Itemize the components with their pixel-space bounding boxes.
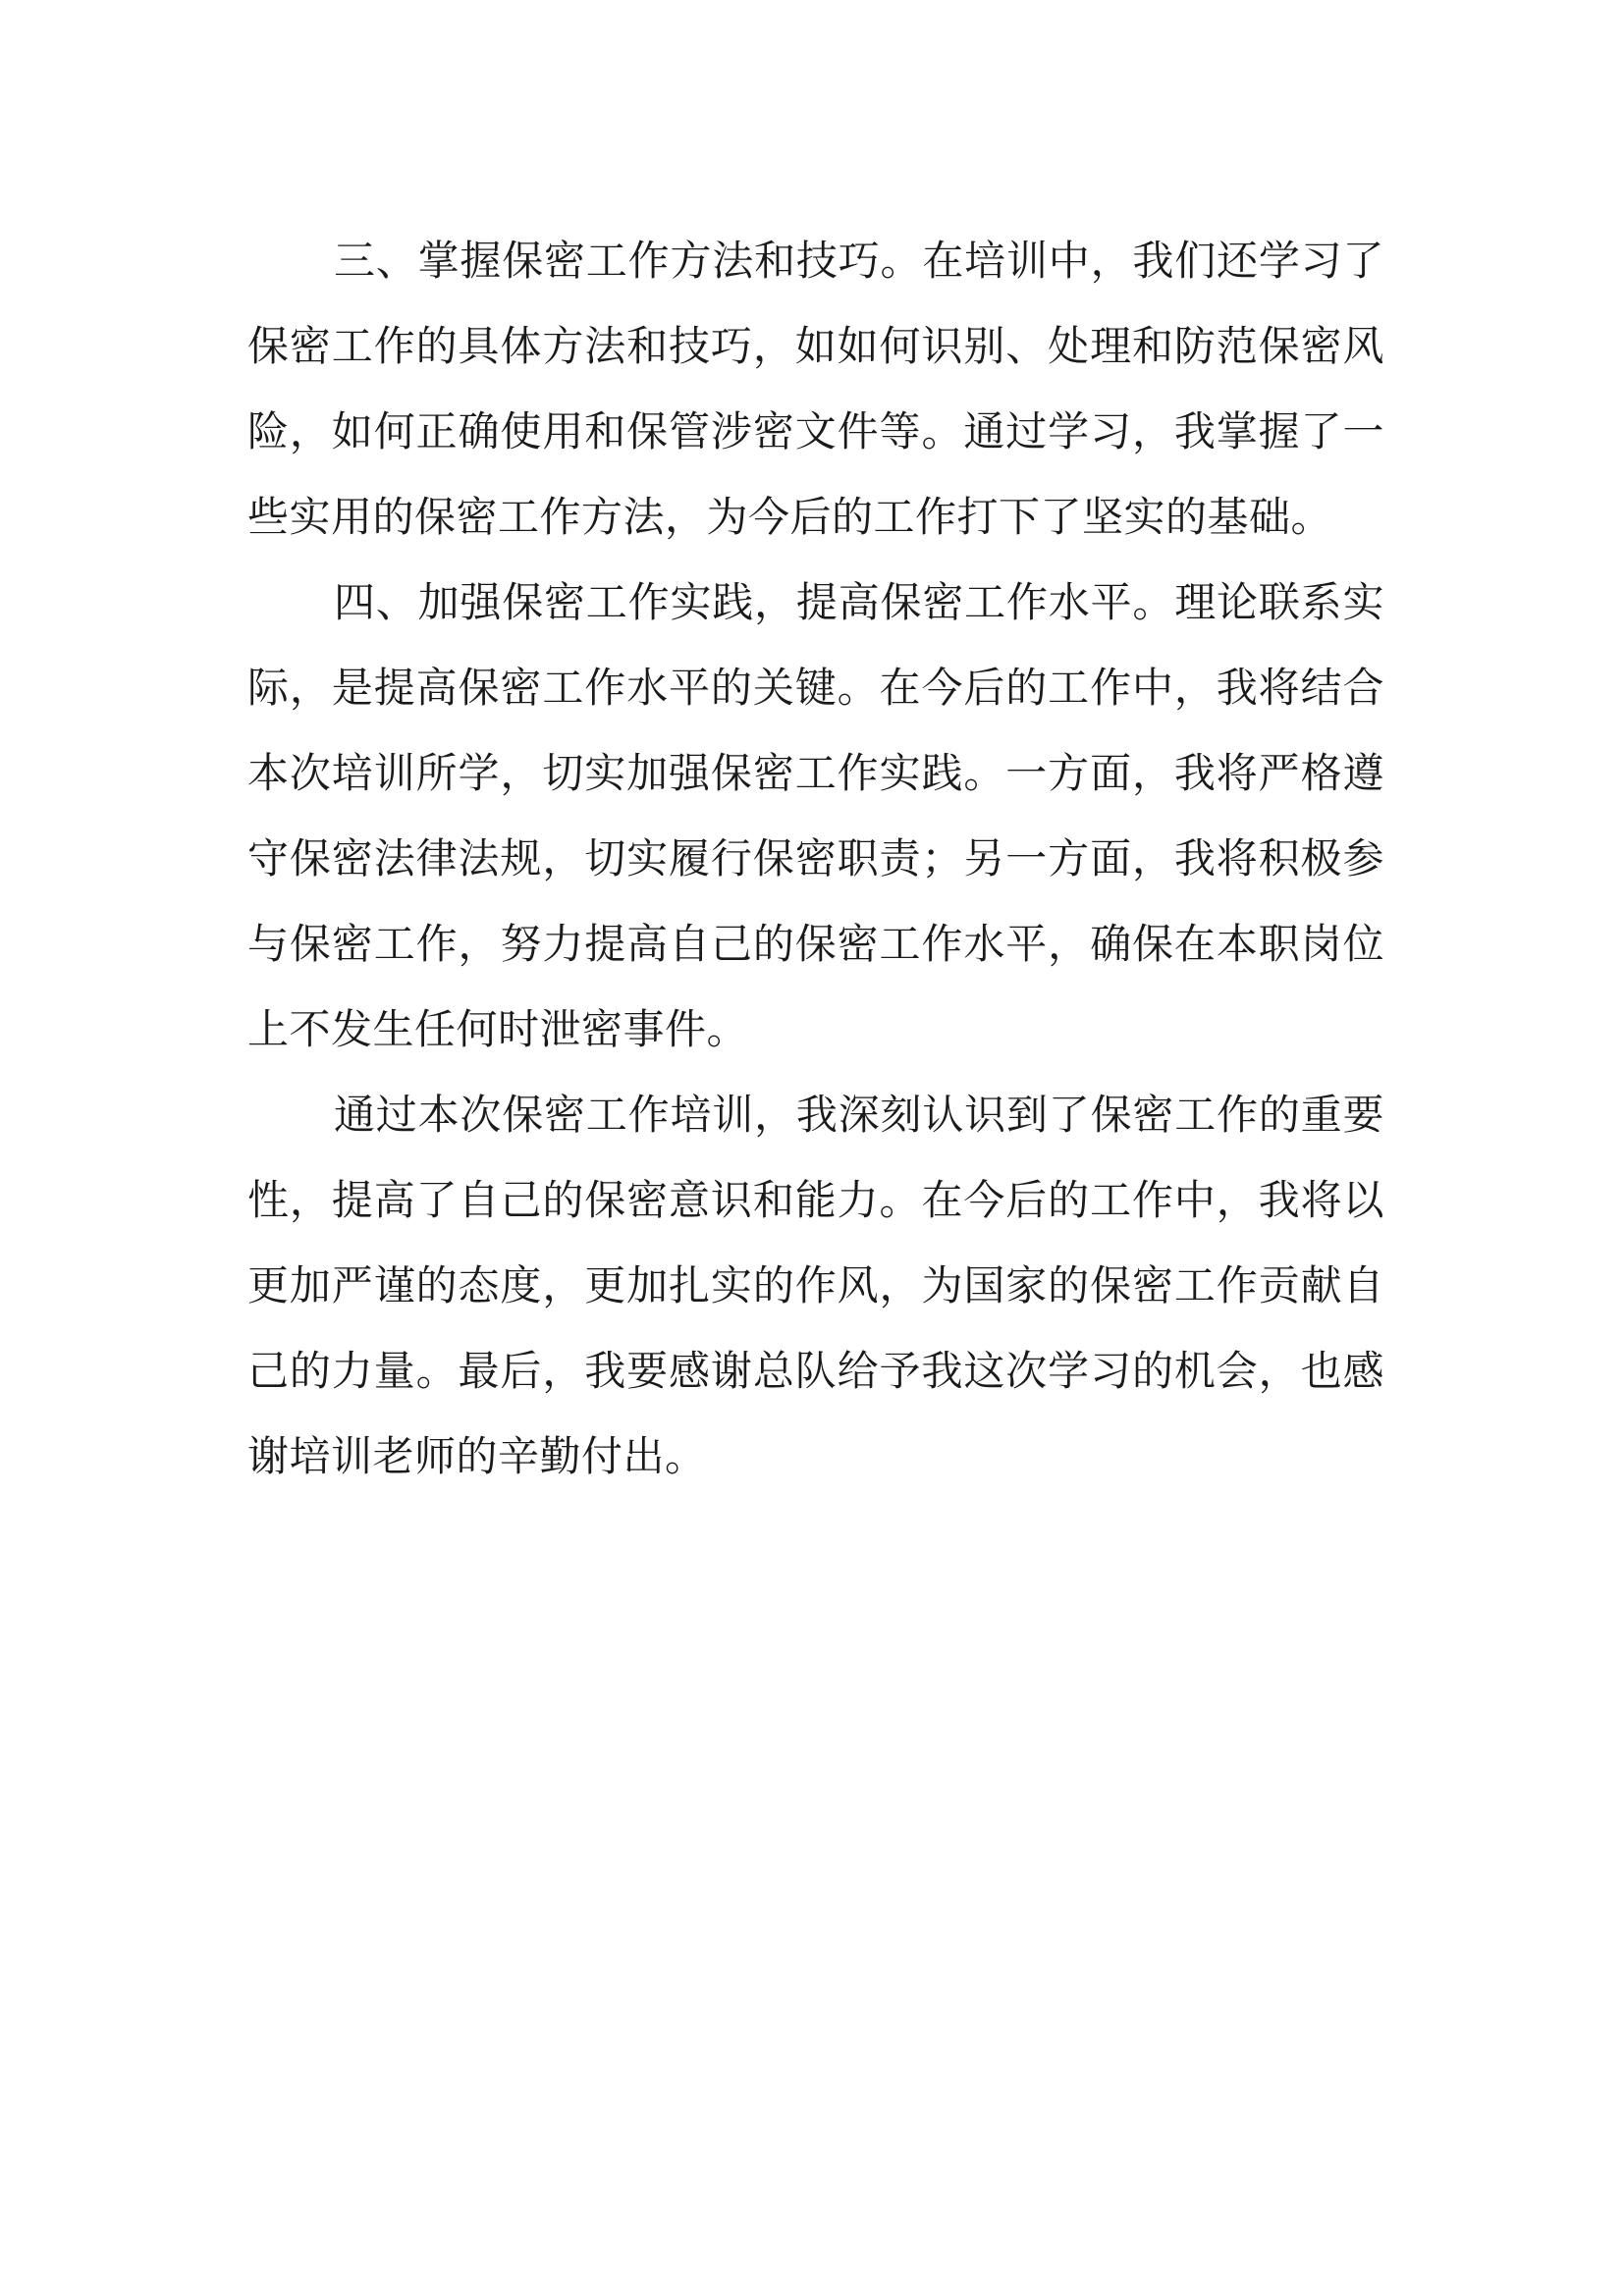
document-body [247, 218, 1384, 1499]
paragraph-section-three: 三、掌握保密工作方法和技巧。在培训中，我们还学习了保密工作的具体方法和技巧，如如何识别、处理和防范保密风险，如何正确使用和保管涉密文件等。通过学习，我掌握了一些实用的保密工作方法，为今后的工作打下了坚实的基础。 [247, 237, 1384, 541]
paragraph-section-four: 四、加强保密工作实践，提高保密工作水平。理论联系实际，是提高保密工作水平的关键。在今后的工作中，我将结合本次培训所学，切实加强保密工作实践。一方面，我将严格遵守保密法律法规，切实履行保密职责；另一方面，我将积极参与保密工作，努力提高自己的保密工作水平，确保在本职岗位上不发生任何时泄密事件。 [247, 578, 1384, 1053]
paragraph-conclusion: 通过本次保密工作培训，我深刻认识到了保密工作的重要性，提高了自己的保密意识和能力。在今后的工作中，我将以更加严谨的态度，更加扎实的作风，为国家的保密工作贡献自己的力量。最后，我要感谢总队给予我这次学习的机会，也感谢培训老师的辛勤付出。 [247, 1091, 1384, 1480]
